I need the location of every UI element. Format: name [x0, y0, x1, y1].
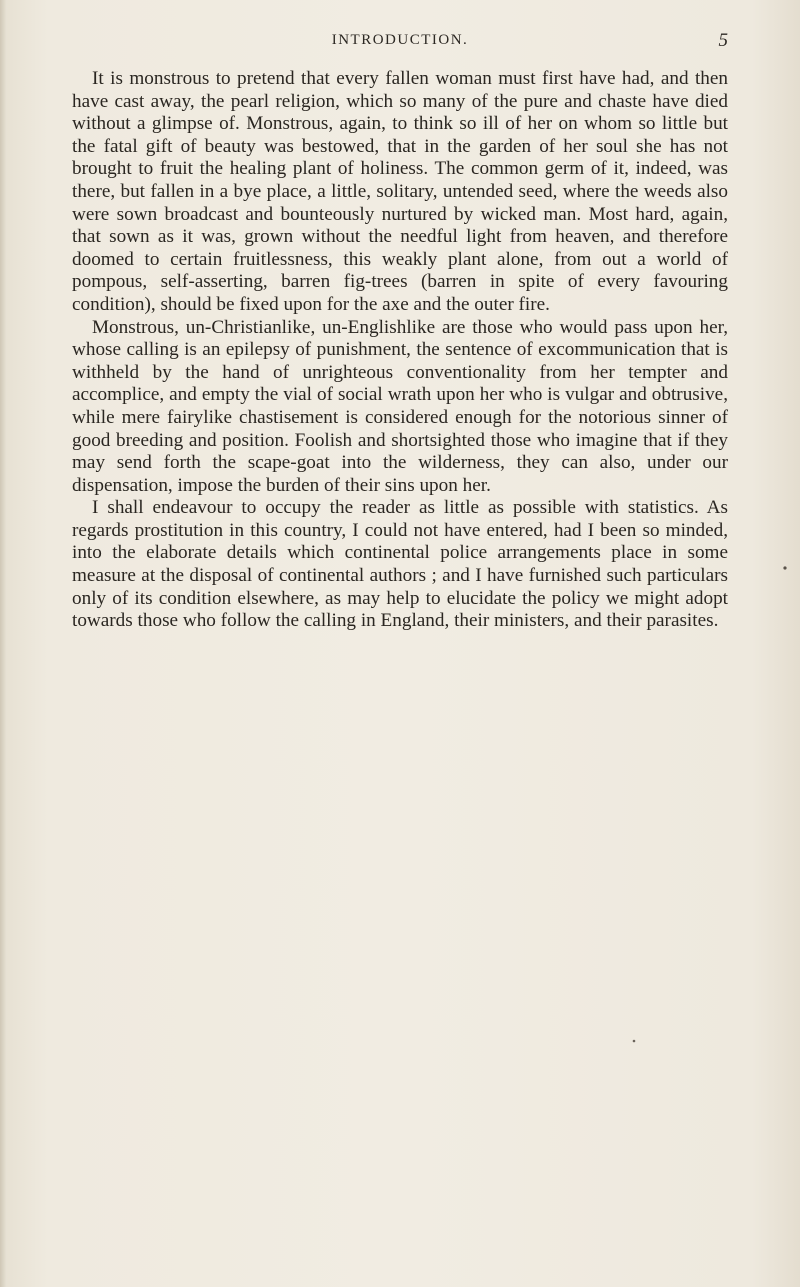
running-title: INTRODUCTION. [331, 32, 469, 48]
running-head [0, 32, 800, 54]
page-gutter-shadow [0, 0, 6, 1287]
page-number: 5 [718, 30, 728, 51]
paper-speck [783, 566, 786, 569]
paragraph-3: I shall endeavour to occupy the reader as little as possible with statistics. As regards prostitution in this country, I could not have entered, had I been so minded, into the elaborate details which continental police arrangements place in some measure at the disposal of continental authors ; and I have furnished such particulars only of its condition elsewhere, as may help to elucidate the policy we might adopt towards those who follow the calling in England, their ministers, and their parasites. [72, 497, 728, 632]
paragraph-2: Monstrous, un-Christianlike, un-Englishlike are those who would pass upon her, whose calling is an epilepsy of punishment, the sentence of excommunication that is withheld by the hand of unrighteous conventionality from her tempter and accomplice, and empty the vial of social wrath upon her who is vulgar and obtrusive, while mere fairylike chastisement is considered enough for the notorious sinner of good breeding and position. Foolish and shortsighted those who imagine that if they may send forth the scape-goat into the wilderness, they can also, under our dispensation, impose the burden of their sins upon her. [72, 316, 728, 496]
paper-speck [633, 1040, 636, 1043]
paragraph-1: It is monstrous to pretend that every fallen woman must first have had, and then have cast away, the pearl religion, which so many of the pure and chaste have died without a glimpse of. Monstrous, again, to think so ill of her on whom so little but the fatal gift of beauty was bestowed, that in the garden of her soul she has not brought to fruit the healing plant of holiness. The common germ of it, indeed, was there, but fallen in a bye place, a little, solitary, untended seed, where the weeds also were sown broadcast and bounteously nurtured by wicked man. Most hard, again, that sown as it was, grown without the needful light from heaven, and therefore doomed to certain fruitlessness, this weakly plant alone, from out a world of pompous, self-asserting, barren fig-trees (barren in spite of every favouring condition), should be fixed upon for the axe and the outer fire. [72, 68, 728, 315]
body-text [72, 68, 728, 633]
